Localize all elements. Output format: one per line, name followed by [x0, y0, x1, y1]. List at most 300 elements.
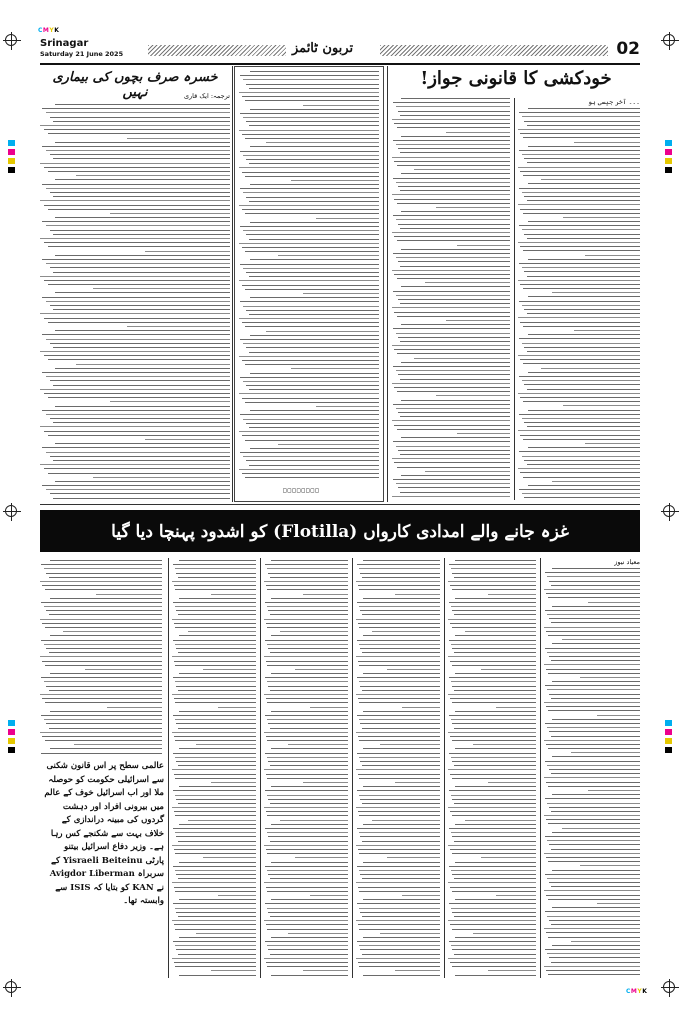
- text-line: [265, 941, 348, 942]
- text-line: [544, 966, 640, 967]
- text-line: [42, 661, 162, 662]
- text-line: [266, 887, 348, 888]
- text-line: [527, 276, 640, 277]
- cmyk-label-bottom: CMYK: [626, 988, 648, 995]
- text-line: [188, 820, 256, 821]
- text-line: [242, 435, 379, 436]
- text-line: [398, 337, 510, 338]
- text-line: [548, 673, 640, 674]
- text-line: [246, 121, 379, 122]
- text-line: [360, 799, 440, 800]
- text-line: [267, 966, 348, 967]
- text-line: [240, 339, 379, 340]
- text-line: [239, 280, 379, 281]
- text-line: [280, 820, 348, 821]
- text-line: [211, 594, 256, 595]
- text-line: [266, 962, 348, 963]
- text-line: [398, 186, 510, 187]
- text-line: [450, 924, 536, 925]
- text-line: [249, 239, 379, 240]
- text-line: [46, 573, 162, 574]
- text-line: [175, 832, 256, 833]
- text-line: [271, 824, 348, 825]
- text-line: [519, 338, 640, 339]
- text-line: [50, 230, 231, 231]
- text-line: [264, 769, 348, 770]
- text-line: [176, 610, 256, 611]
- text-line: [362, 728, 440, 729]
- text-line: [449, 677, 536, 678]
- text-line: [452, 836, 536, 837]
- text-line: [44, 129, 230, 130]
- text-line: [55, 255, 230, 256]
- text-line: [580, 677, 640, 678]
- text-line: [178, 577, 256, 578]
- text-line: [452, 874, 536, 875]
- text-line: [585, 255, 640, 256]
- text-line: [40, 732, 162, 733]
- text-line: [243, 117, 379, 118]
- text-line: [239, 243, 379, 244]
- text-line: [175, 606, 256, 607]
- text-line: [239, 205, 379, 206]
- text-line: [546, 744, 640, 745]
- text-line: [398, 148, 510, 149]
- text-line: [48, 322, 230, 323]
- text-line: [451, 681, 536, 682]
- text-line: [267, 757, 348, 758]
- text-line: [551, 736, 640, 737]
- text-line: [270, 765, 348, 766]
- text-line: [449, 564, 536, 565]
- text-line: [395, 970, 440, 971]
- text-line: [265, 640, 348, 641]
- text-line: [548, 786, 640, 787]
- editorial-body-col-1: [392, 98, 510, 500]
- text-line: [524, 422, 640, 423]
- text-line: [196, 933, 256, 934]
- text-line: [527, 464, 640, 465]
- text-line: [179, 975, 256, 976]
- text-line: [520, 397, 640, 398]
- text-line: [50, 635, 162, 636]
- editorial-column-rule: [514, 98, 515, 500]
- text-line: [362, 577, 440, 578]
- text-line: [176, 723, 256, 724]
- text-line: [44, 468, 230, 469]
- text-line: [271, 975, 348, 976]
- text-line: [178, 614, 256, 615]
- text-line: [547, 576, 640, 577]
- text-line: [264, 920, 348, 921]
- text-line: [265, 828, 348, 829]
- text-line: [473, 933, 536, 934]
- text-line: [359, 832, 440, 833]
- text-line: [398, 412, 510, 413]
- text-line: [264, 581, 348, 582]
- text-line: [175, 945, 256, 946]
- text-line: [452, 740, 536, 741]
- registration-mark-top-right: [663, 34, 675, 46]
- text-line: [45, 589, 162, 590]
- text-line: [455, 937, 536, 938]
- text-line: [265, 903, 348, 904]
- text-line: [174, 698, 256, 699]
- text-line: [402, 707, 440, 708]
- text-line: [175, 665, 256, 666]
- text-line: [451, 870, 536, 871]
- text-line: [49, 690, 162, 691]
- text-line: [571, 941, 640, 942]
- text-line: [53, 498, 230, 499]
- middle-boxed-article: [234, 66, 384, 502]
- text-line: [551, 622, 640, 623]
- text-line: [44, 431, 230, 432]
- text-line: [357, 941, 440, 942]
- text-line: [527, 389, 640, 390]
- page-header: [40, 38, 640, 62]
- text-line: [363, 937, 440, 938]
- text-line: [524, 460, 640, 461]
- section-rule: [40, 504, 640, 505]
- text-line: [392, 458, 510, 459]
- text-line: [548, 823, 640, 824]
- text-line: [520, 171, 640, 172]
- text-line: [357, 602, 440, 603]
- text-line: [452, 891, 536, 892]
- color-swatches-right: [665, 140, 672, 176]
- text-line: [454, 765, 536, 766]
- text-line: [175, 929, 256, 930]
- text-line: [42, 485, 230, 486]
- text-line: [49, 614, 162, 615]
- text-line: [356, 845, 440, 846]
- headline-banner: [40, 510, 640, 552]
- text-line: [360, 723, 440, 724]
- text-line: [396, 182, 510, 183]
- text-line: [266, 585, 348, 586]
- text-line: [245, 138, 379, 139]
- text-line: [270, 577, 348, 578]
- text-line: [356, 807, 440, 808]
- text-line: [547, 878, 640, 879]
- text-line: [549, 581, 640, 582]
- left-article-title: خسرہ صرف بچوں کی بیماری نہیں: [52, 70, 218, 100]
- text-line: [401, 437, 510, 438]
- text-line: [46, 150, 230, 151]
- text-line: [520, 359, 640, 360]
- text-line: [267, 891, 348, 892]
- text-line: [452, 929, 536, 930]
- text-line: [268, 874, 348, 875]
- text-line: [240, 264, 379, 265]
- text-line: [359, 908, 440, 909]
- text-line: [363, 824, 440, 825]
- text-line: [288, 933, 348, 934]
- text-line: [546, 669, 640, 670]
- text-line: [245, 213, 379, 214]
- text-line: [46, 452, 230, 453]
- city-name: Srinagar: [40, 38, 89, 49]
- text-line: [53, 347, 230, 348]
- text-line: [522, 456, 640, 457]
- text-line: [55, 292, 230, 293]
- text-line: [548, 635, 640, 636]
- text-line: [519, 263, 640, 264]
- text-line: [267, 719, 348, 720]
- text-line: [396, 370, 510, 371]
- text-line: [44, 568, 162, 569]
- text-line: [270, 841, 348, 842]
- text-line: [46, 686, 162, 687]
- text-line: [359, 966, 440, 967]
- text-line: [548, 710, 640, 711]
- text-line: [546, 932, 640, 933]
- text-line: [528, 296, 640, 297]
- text-line: [455, 748, 536, 749]
- text-line: [547, 916, 640, 917]
- text-line: [239, 393, 379, 394]
- text-line: [175, 568, 256, 569]
- text-line: [249, 389, 379, 390]
- text-line: [270, 614, 348, 615]
- text-line: [246, 460, 379, 461]
- text-line: [454, 577, 536, 578]
- text-line: [239, 356, 379, 357]
- text-line: [42, 372, 230, 373]
- text-line: [265, 602, 348, 603]
- lower-column-rule-2: [260, 558, 261, 978]
- text-line: [357, 640, 440, 641]
- text-line: [396, 483, 510, 484]
- text-line: [291, 368, 379, 369]
- text-line: [42, 184, 230, 185]
- text-line: [363, 899, 440, 900]
- text-line: [528, 485, 640, 486]
- text-line: [172, 845, 256, 846]
- text-line: [40, 464, 230, 465]
- text-line: [42, 334, 230, 335]
- text-line: [174, 661, 256, 662]
- text-line: [546, 895, 640, 896]
- text-line: [396, 446, 510, 447]
- text-line: [41, 640, 162, 641]
- text-line: [363, 560, 440, 561]
- text-line: [178, 954, 256, 955]
- text-line: [249, 88, 379, 89]
- text-line: [240, 226, 379, 227]
- text-line: [240, 151, 379, 152]
- text-line: [178, 728, 256, 729]
- text-line: [270, 690, 348, 691]
- text-line: [246, 159, 379, 160]
- text-line: [175, 908, 256, 909]
- text-line: [541, 179, 640, 180]
- text-line: [551, 773, 640, 774]
- text-line: [392, 383, 510, 384]
- text-line: [267, 945, 348, 946]
- text-line: [528, 146, 640, 147]
- text-line: [547, 614, 640, 615]
- text-line: [46, 489, 230, 490]
- text-line: [436, 207, 510, 208]
- text-line: [49, 728, 162, 729]
- text-line: [358, 774, 440, 775]
- text-line: [218, 895, 256, 896]
- text-line: [380, 933, 440, 934]
- text-line: [528, 259, 640, 260]
- text-line: [267, 795, 348, 796]
- text-line: [240, 414, 379, 415]
- text-line: [267, 568, 348, 569]
- text-line: [551, 811, 640, 812]
- text-line: [546, 782, 640, 783]
- text-line: [597, 903, 640, 904]
- text-line: [402, 895, 440, 896]
- text-line: [179, 786, 256, 787]
- text-line: [473, 744, 536, 745]
- text-line: [267, 627, 348, 628]
- text-line: [450, 887, 536, 888]
- text-line: [488, 594, 536, 595]
- registration-mark-bottom-left: [5, 981, 17, 993]
- text-line: [519, 188, 640, 189]
- text-line: [203, 669, 256, 670]
- cmyk-label-top: CMYK: [38, 27, 60, 34]
- text-line: [397, 391, 510, 392]
- header-hatch-right: [380, 45, 608, 56]
- text-line: [176, 799, 256, 800]
- text-line: [48, 209, 230, 210]
- text-line: [211, 970, 256, 971]
- text-line: [451, 606, 536, 607]
- text-line: [44, 355, 230, 356]
- text-line: [175, 627, 256, 628]
- text-line: [527, 238, 640, 239]
- text-line: [397, 278, 510, 279]
- color-swatches-right-lower: [665, 720, 672, 756]
- text-line: [203, 857, 256, 858]
- text-line: [55, 406, 230, 407]
- text-line: [267, 929, 348, 930]
- text-line: [455, 598, 536, 599]
- text-line: [44, 644, 162, 645]
- text-line: [267, 908, 348, 909]
- text-line: [452, 627, 536, 628]
- lower-column-rule-1: [168, 558, 169, 978]
- text-line: [392, 270, 510, 271]
- text-line: [218, 707, 256, 708]
- text-line: [266, 698, 348, 699]
- text-line: [40, 200, 230, 201]
- text-line: [362, 878, 440, 879]
- text-line: [46, 414, 230, 415]
- text-line: [452, 799, 536, 800]
- text-line: [53, 309, 230, 310]
- text-line: [545, 648, 640, 649]
- lower-column-rule-3: [352, 558, 353, 978]
- text-line: [545, 610, 640, 611]
- text-line: [42, 698, 162, 699]
- text-line: [264, 619, 348, 620]
- text-line: [264, 694, 348, 695]
- text-line: [271, 899, 348, 900]
- text-line: [488, 782, 536, 783]
- text-line: [549, 694, 640, 695]
- text-line: [250, 146, 379, 147]
- text-line: [40, 238, 230, 239]
- text-line: [551, 849, 640, 850]
- text-line: [176, 874, 256, 875]
- text-line: [357, 715, 440, 716]
- text-line: [271, 748, 348, 749]
- text-line: [359, 945, 440, 946]
- text-line: [265, 790, 348, 791]
- text-line: [40, 125, 230, 126]
- text-line: [357, 564, 440, 565]
- text-line: [358, 811, 440, 812]
- text-line: [178, 652, 256, 653]
- text-line: [523, 326, 640, 327]
- text-line: [552, 606, 640, 607]
- text-line: [359, 606, 440, 607]
- text-line: [392, 194, 510, 195]
- text-line: [175, 702, 256, 703]
- text-line: [45, 627, 162, 628]
- text-line: [392, 119, 510, 120]
- text-line: [396, 295, 510, 296]
- text-line: [394, 236, 510, 237]
- text-line: [496, 707, 536, 708]
- text-line: [397, 467, 510, 468]
- text-line: [145, 251, 231, 252]
- text-line: [519, 489, 640, 490]
- text-line: [172, 619, 256, 620]
- text-line: [268, 949, 348, 950]
- text-line: [449, 828, 536, 829]
- text-line: [393, 102, 510, 103]
- text-line: [242, 285, 379, 286]
- text-line: [303, 782, 348, 783]
- text-line: [360, 912, 440, 913]
- text-line: [520, 246, 640, 247]
- text-line: [400, 416, 510, 417]
- text-line: [574, 330, 640, 331]
- text-line: [356, 882, 440, 883]
- pull-quote: عالمی سطح پر اس قانون شکنی سے اسرائیلی حکومت کو حوصلہ ملا اور اب اسرائیل خوف کے عالم میں بیرونی افراد اور دہشت گردوں کی مبینہ دراندازی کے خلاف بہت سے شکنجے کس رہا ہے۔ وزیر دفاع اسرائیل بیتنو پارٹی Yisraeli Beiteinu کے سربراہ Avigdor Liberman نے KAN کو بتایا کہ ISIS سے وابستہ تھا۔: [44, 761, 164, 906]
- text-line: [246, 234, 379, 235]
- text-line: [562, 639, 640, 640]
- lower-column-rule-5: [540, 558, 541, 978]
- text-line: [359, 644, 440, 645]
- text-line: [450, 585, 536, 586]
- text-line: [546, 970, 640, 971]
- text-line: [450, 962, 536, 963]
- text-line: [552, 756, 640, 757]
- text-line: [551, 962, 640, 963]
- text-line: [451, 795, 536, 796]
- text-line: [401, 136, 510, 137]
- text-line: [392, 345, 510, 346]
- text-line: [359, 870, 440, 871]
- header-hatch-left: [148, 45, 286, 56]
- text-line: [451, 757, 536, 758]
- text-line: [454, 690, 536, 691]
- text-line: [452, 589, 536, 590]
- text-line: [357, 828, 440, 829]
- text-line: [397, 353, 510, 354]
- text-line: [55, 481, 230, 482]
